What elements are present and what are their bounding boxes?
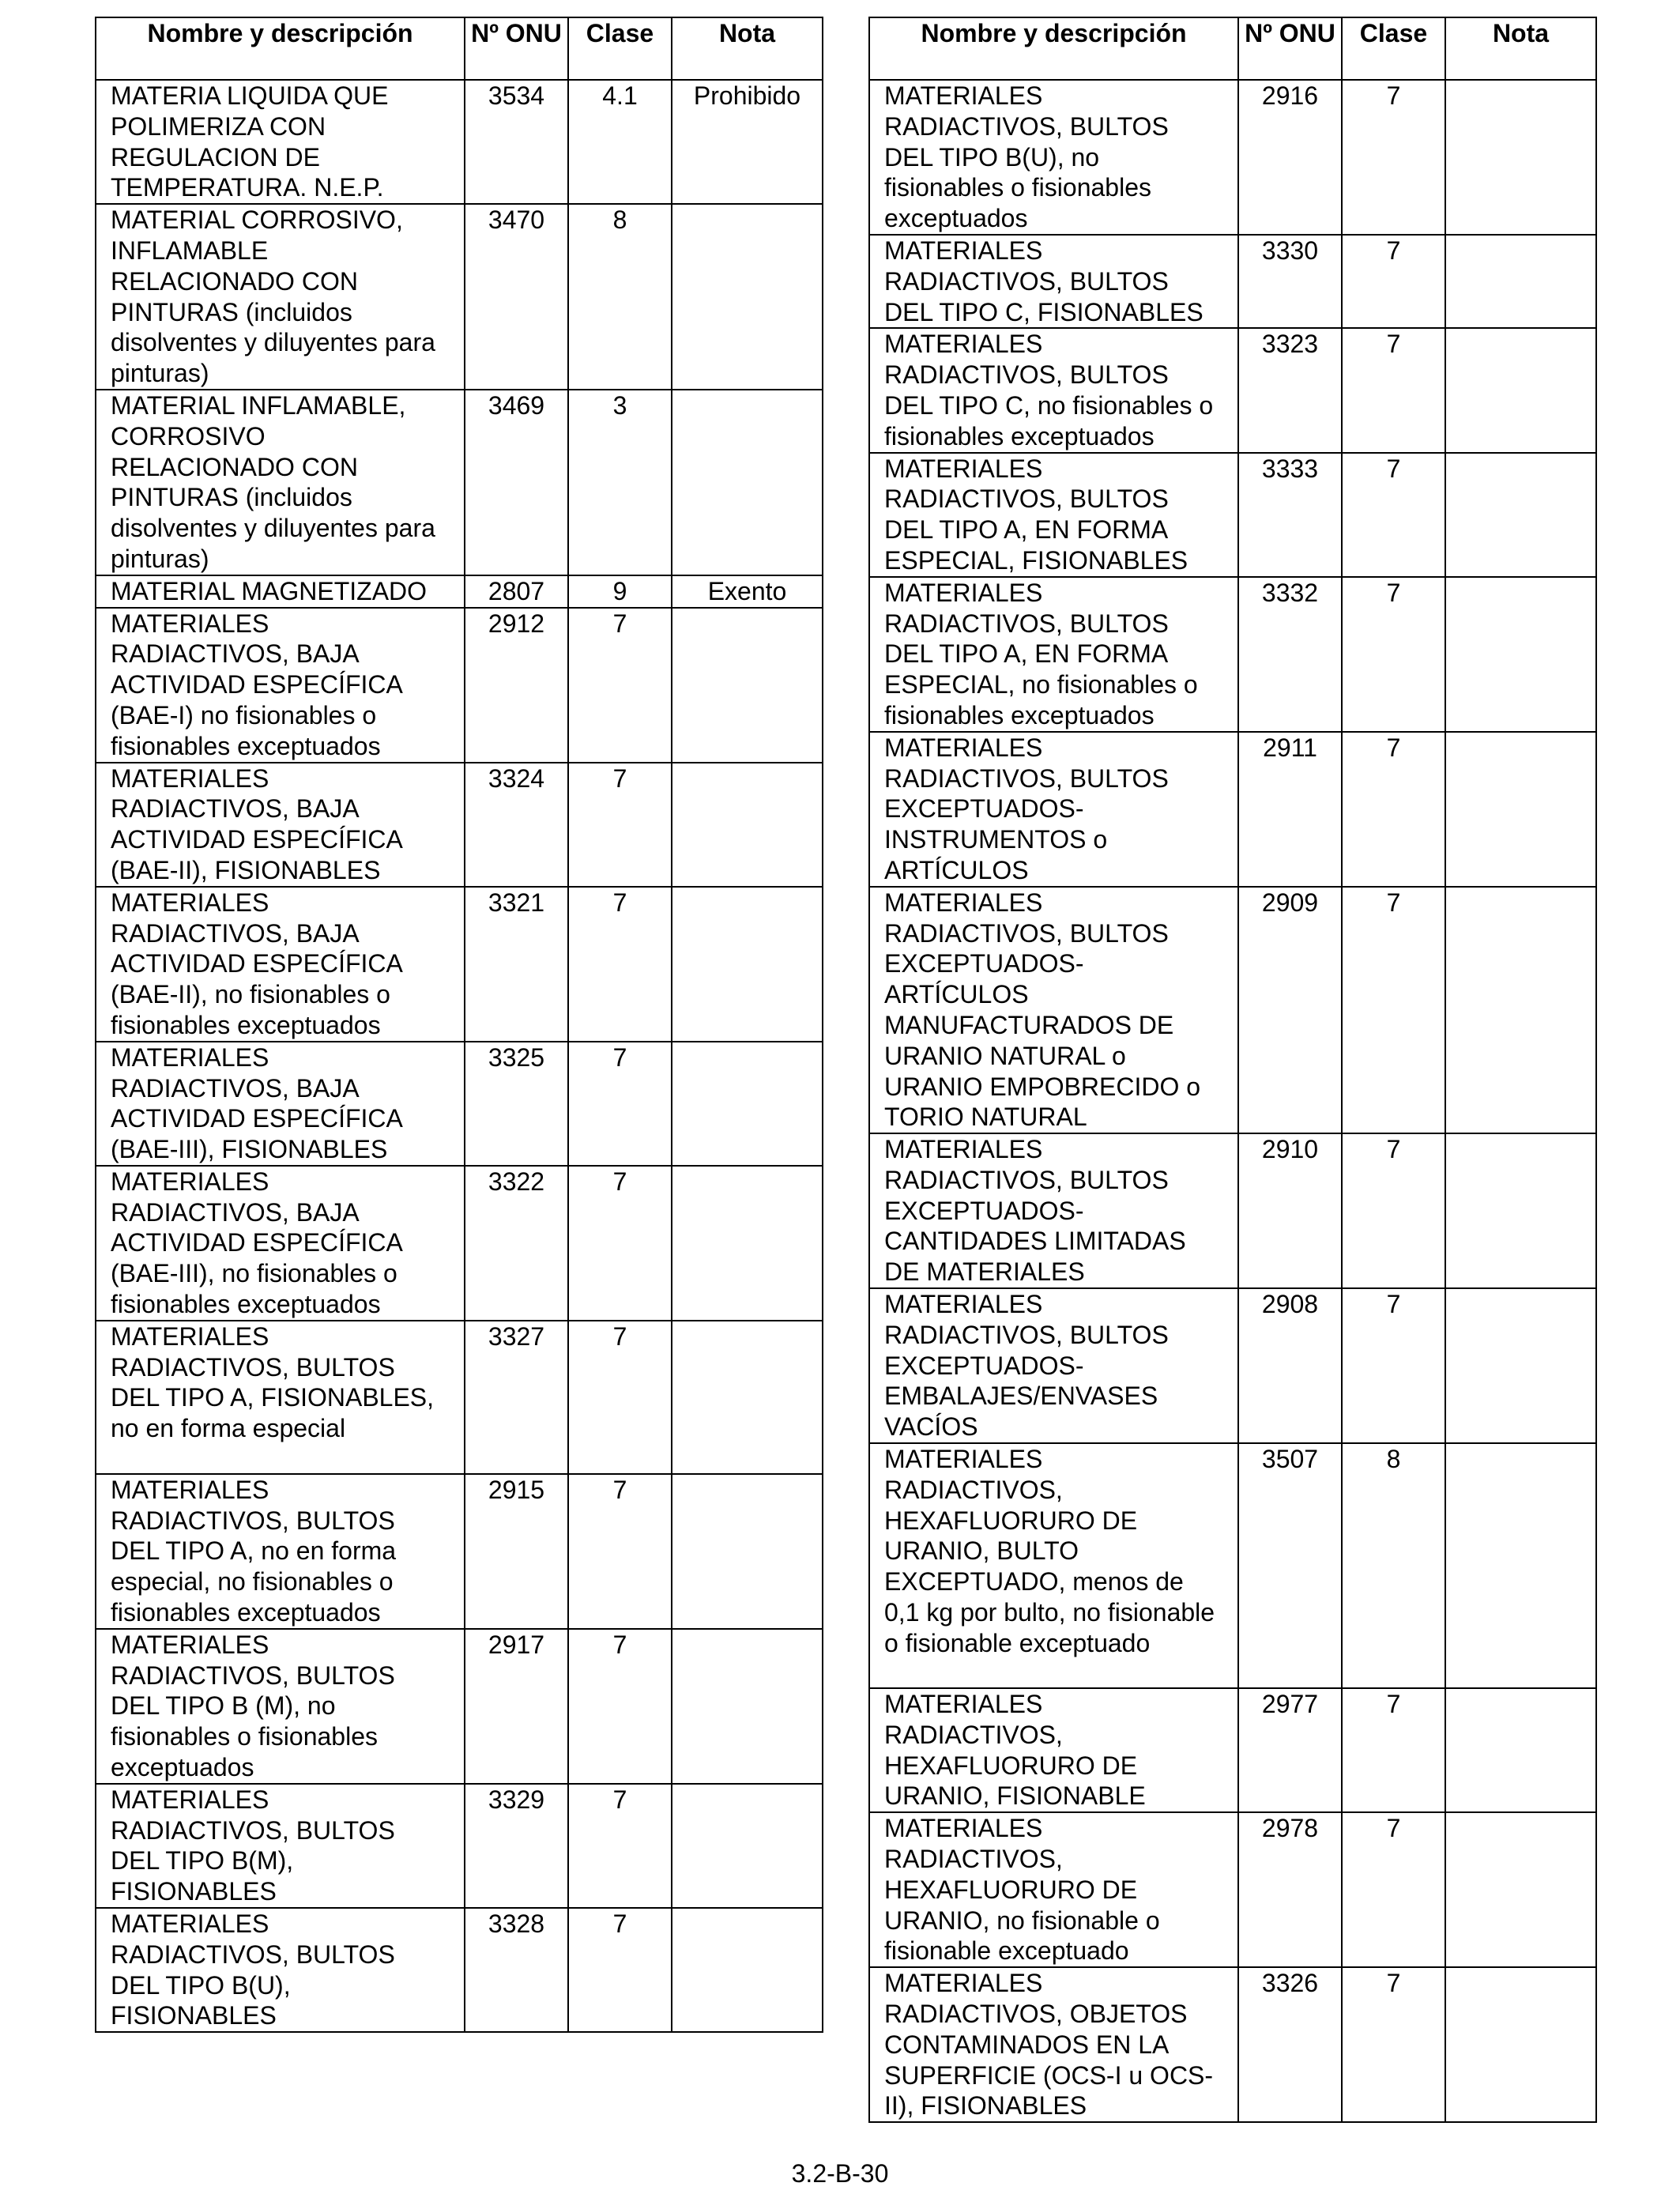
table-row	[96, 1908, 823, 2032]
cell-un-number: 3330	[1238, 235, 1342, 328]
cell-name: MATERIALES RADIACTIVOS, BULTOS EXCEPTUADOS-ARTÍCULOS MANUFACTURADOS DE URANIO NATURAL o URANIO EMPOBRECIDO o TORIO NATURAL	[869, 887, 1238, 1133]
cell-name: MATERIALES RADIACTIVOS, BULTOS DEL TIPO B(M), FISIONABLES	[96, 1784, 465, 1908]
table-row	[96, 763, 823, 887]
cell-name: MATERIALES RADIACTIVOS, BAJA ACTIVIDAD ESPECÍFICA (BAE-I) no fisionables o fisionables exceptuados	[96, 608, 465, 763]
cell-note	[1445, 577, 1596, 732]
cell-name: MATERIALES RADIACTIVOS, BULTOS EXCEPTUADOS-CANTIDADES LIMITADAS DE MATERIALES	[869, 1133, 1238, 1288]
cell-class: 7	[1342, 80, 1445, 235]
dangerous-goods-table-left	[95, 17, 823, 2033]
table-row	[96, 1784, 823, 1908]
table-row	[96, 608, 823, 763]
cell-un-number: 2978	[1238, 1812, 1342, 1967]
cell-note	[672, 1321, 823, 1474]
cell-un-number: 3325	[465, 1042, 568, 1166]
cell-note	[1445, 1288, 1596, 1443]
cell-class: 7	[1342, 577, 1445, 732]
cell-name: MATERIALES RADIACTIVOS, BAJA ACTIVIDAD ESPECÍFICA (BAE-II), FISIONABLES	[96, 763, 465, 887]
table-row	[96, 390, 823, 575]
cell-class: 7	[568, 1321, 672, 1474]
cell-class: 8	[1342, 1443, 1445, 1688]
cell-name: MATERIALES RADIACTIVOS, BULTOS DEL TIPO A, no en forma especial, no fisionables o fisionables exceptuados	[96, 1474, 465, 1629]
table-row	[869, 1133, 1596, 1288]
cell-note	[1445, 235, 1596, 328]
cell-note	[672, 1908, 823, 2032]
table-row	[869, 328, 1596, 452]
cell-note	[672, 1042, 823, 1166]
table-row	[869, 1688, 1596, 1812]
cell-name: MATERIALES RADIACTIVOS, BULTOS DEL TIPO A, EN FORMA ESPECIAL, FISIONABLES	[869, 453, 1238, 577]
cell-note	[672, 1474, 823, 1629]
cell-class: 7	[1342, 1812, 1445, 1967]
table-row	[869, 1288, 1596, 1443]
cell-un-number: 3328	[465, 1908, 568, 2032]
cell-note	[1445, 1688, 1596, 1812]
cell-name: MATERIALES RADIACTIVOS, HEXAFLUORURO DE URANIO, BULTO EXCEPTUADO, menos de 0,1 kg por bulto, no fisionable o fisionable exceptuado	[869, 1443, 1238, 1688]
cell-name: MATERIALES RADIACTIVOS, BULTOS DEL TIPO B (M), no fisionables o fisionables exceptuados	[96, 1629, 465, 1784]
cell-class: 7	[568, 1042, 672, 1166]
cell-class: 7	[1342, 732, 1445, 887]
cell-un-number: 2912	[465, 608, 568, 763]
cell-class: 7	[568, 887, 672, 1042]
cell-class: 7	[1342, 235, 1445, 328]
cell-note	[1445, 453, 1596, 577]
cell-un-number: 3326	[1238, 1967, 1342, 2122]
cell-note	[672, 608, 823, 763]
cell-un-number: 3322	[465, 1166, 568, 1321]
cell-note	[1445, 1133, 1596, 1288]
table-row	[869, 1967, 1596, 2122]
table-row	[96, 1474, 823, 1629]
cell-note	[1445, 1812, 1596, 1967]
cell-un-number: 2909	[1238, 887, 1342, 1133]
cell-name: MATERIALES RADIACTIVOS, OBJETOS CONTAMINADOS EN LA SUPERFICIE (OCS-I u OCS-II), FISIONABLES	[869, 1967, 1238, 2122]
cell-un-number: 3333	[1238, 453, 1342, 577]
cell-note	[672, 1166, 823, 1321]
cell-note	[1445, 887, 1596, 1133]
cell-name: MATERIALES RADIACTIVOS, BULTOS DEL TIPO C, no fisionables o fisionables exceptuados	[869, 328, 1238, 452]
cell-class: 7	[568, 1629, 672, 1784]
cell-class: 7	[1342, 328, 1445, 452]
table-row	[869, 732, 1596, 887]
cell-un-number: 3327	[465, 1321, 568, 1474]
cell-name: MATERIALES RADIACTIVOS, BULTOS EXCEPTUADOS-EMBALAJES/ENVASES VACÍOS	[869, 1288, 1238, 1443]
cell-un-number: 2977	[1238, 1688, 1342, 1812]
cell-class: 7	[1342, 1967, 1445, 2122]
cell-class: 7	[1342, 1288, 1445, 1443]
cell-class: 8	[568, 204, 672, 390]
cell-name: MATERIALES RADIACTIVOS, HEXAFLUORURO DE URANIO, FISIONABLE	[869, 1688, 1238, 1812]
cell-class: 3	[568, 390, 672, 575]
header-un-number: Nº ONU	[465, 17, 568, 80]
dangerous-goods-table-right	[868, 17, 1597, 2123]
header-un-number: Nº ONU	[1238, 17, 1342, 80]
cell-name: MATERIALES RADIACTIVOS, BULTOS DEL TIPO C, FISIONABLES	[869, 235, 1238, 328]
cell-name: MATERIALES RADIACTIVOS, BAJA ACTIVIDAD ESPECÍFICA (BAE-III), no fisionables o fisionables exceptuados	[96, 1166, 465, 1321]
table-row	[96, 80, 823, 204]
cell-note	[1445, 80, 1596, 235]
cell-name: MATERIALES RADIACTIVOS, BAJA ACTIVIDAD ESPECÍFICA (BAE-II), no fisionables o fisionables exceptuados	[96, 887, 465, 1042]
cell-class: 7	[568, 1474, 672, 1629]
table-row	[96, 1042, 823, 1166]
cell-name: MATERIALES RADIACTIVOS, BULTOS DEL TIPO B(U), no fisionables o fisionables exceptuados	[869, 80, 1238, 235]
cell-un-number: 3469	[465, 390, 568, 575]
table-header-row	[869, 17, 1596, 80]
cell-un-number: 3332	[1238, 577, 1342, 732]
table-row	[869, 1812, 1596, 1967]
cell-class: 7	[1342, 1133, 1445, 1288]
table-row	[96, 204, 823, 390]
table-row	[96, 575, 823, 608]
cell-un-number: 2915	[465, 1474, 568, 1629]
cell-note: Prohibido	[672, 80, 823, 204]
cell-note	[672, 204, 823, 390]
cell-un-number: 3329	[465, 1784, 568, 1908]
header-class: Clase	[568, 17, 672, 80]
table-row	[869, 453, 1596, 577]
cell-name: MATERIALES RADIACTIVOS, HEXAFLUORURO DE URANIO, no fisionable o fisionable exceptuado	[869, 1812, 1238, 1967]
cell-un-number: 2917	[465, 1629, 568, 1784]
page-number: 3.2-B-30	[791, 2159, 889, 2188]
cell-name: MATERIA LIQUIDA QUE POLIMERIZA CON REGULACION DE TEMPERATURA. N.E.P.	[96, 80, 465, 204]
cell-un-number: 3507	[1238, 1443, 1342, 1688]
cell-un-number: 3324	[465, 763, 568, 887]
cell-class: 7	[1342, 453, 1445, 577]
table-row	[96, 1166, 823, 1321]
cell-note	[672, 763, 823, 887]
cell-un-number: 3534	[465, 80, 568, 204]
cell-name: MATERIALES RADIACTIVOS, BULTOS EXCEPTUADOS-INSTRUMENTOS o ARTÍCULOS	[869, 732, 1238, 887]
table-row	[869, 235, 1596, 328]
cell-class: 7	[568, 1908, 672, 2032]
cell-class: 4.1	[568, 80, 672, 204]
cell-class: 7	[568, 1166, 672, 1321]
cell-note: Exento	[672, 575, 823, 608]
cell-class: 9	[568, 575, 672, 608]
cell-note	[672, 390, 823, 575]
cell-class: 7	[568, 608, 672, 763]
cell-note	[1445, 1443, 1596, 1688]
cell-un-number: 2911	[1238, 732, 1342, 887]
cell-un-number: 3321	[465, 887, 568, 1042]
header-name: Nombre y descripción	[869, 17, 1238, 80]
cell-class: 7	[568, 1784, 672, 1908]
header-name: Nombre y descripción	[96, 17, 465, 80]
header-note: Nota	[672, 17, 823, 80]
cell-name: MATERIAL INFLAMABLE, CORROSIVO RELACIONADO CON PINTURAS (incluidos disolventes y diluyentes para pinturas)	[96, 390, 465, 575]
cell-note	[1445, 1967, 1596, 2122]
cell-name: MATERIALES RADIACTIVOS, BAJA ACTIVIDAD ESPECÍFICA (BAE-III), FISIONABLES	[96, 1042, 465, 1166]
cell-un-number: 2807	[465, 575, 568, 608]
header-class: Clase	[1342, 17, 1445, 80]
cell-class: 7	[568, 763, 672, 887]
table-row	[96, 1629, 823, 1784]
cell-class: 7	[1342, 1688, 1445, 1812]
cell-un-number: 2908	[1238, 1288, 1342, 1443]
cell-name: MATERIALES RADIACTIVOS, BULTOS DEL TIPO A, EN FORMA ESPECIAL, no fisionables o fisionables exceptuados	[869, 577, 1238, 732]
table-row	[869, 80, 1596, 235]
cell-note	[672, 1629, 823, 1784]
cell-note	[672, 887, 823, 1042]
cell-un-number: 3323	[1238, 328, 1342, 452]
cell-class: 7	[1342, 887, 1445, 1133]
table-row	[96, 1321, 823, 1474]
table-row	[869, 577, 1596, 732]
table-row	[96, 887, 823, 1042]
cell-name: MATERIAL CORROSIVO, INFLAMABLE RELACIONADO CON PINTURAS (incluidos disolventes y diluyentes para pinturas)	[96, 204, 465, 390]
cell-un-number: 2910	[1238, 1133, 1342, 1288]
cell-name: MATERIALES RADIACTIVOS, BULTOS DEL TIPO B(U), FISIONABLES	[96, 1908, 465, 2032]
header-note: Nota	[1445, 17, 1596, 80]
table-header-row	[96, 17, 823, 80]
cell-name: MATERIAL MAGNETIZADO	[96, 575, 465, 608]
cell-note	[1445, 732, 1596, 887]
cell-note	[1445, 328, 1596, 452]
cell-note	[672, 1784, 823, 1908]
cell-un-number: 2916	[1238, 80, 1342, 235]
table-row	[869, 1443, 1596, 1688]
cell-name: MATERIALES RADIACTIVOS, BULTOS DEL TIPO A, FISIONABLES, no en forma especial	[96, 1321, 465, 1474]
table-row	[869, 887, 1596, 1133]
cell-un-number: 3470	[465, 204, 568, 390]
